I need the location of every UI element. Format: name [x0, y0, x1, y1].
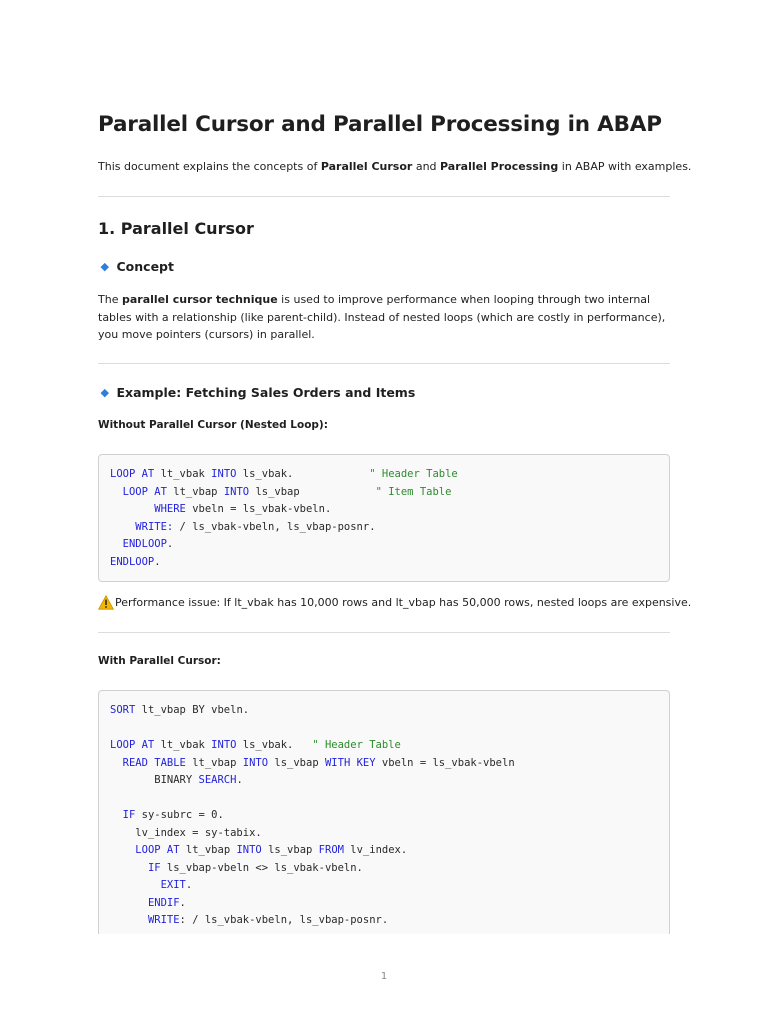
divider: [98, 363, 670, 364]
concept-paragraph: [98, 291, 670, 344]
code-keyword: SEARCH: [198, 774, 237, 786]
code-keyword: LOOP AT: [110, 739, 155, 751]
page-title: Parallel Cursor and Parallel Processing in ABAP: [98, 112, 662, 137]
intro-paragraph: [98, 160, 691, 173]
code-text: .: [154, 555, 161, 568]
example-heading-text: Example: Fetching Sales Orders and Items: [116, 385, 416, 400]
code-text: ls_vbap-vbeln <> ls_vbak-vbeln.: [160, 861, 363, 874]
page-number: 1: [380, 971, 388, 982]
divider: [98, 632, 670, 633]
code-keyword: IF: [147, 861, 161, 874]
concept-text-before: The: [98, 293, 122, 306]
code-text: lt_vbap BY vbeln.: [135, 704, 250, 716]
code-line: [110, 895, 658, 913]
code-text: .: [185, 879, 193, 891]
code-line: [110, 519, 658, 537]
intro-text-after: in ABAP with examples.: [558, 160, 692, 173]
warning-text: Performance issue: If lt_vbak has 10,000 rows and lt_vbap has 50,000 rows, nested loops are expensive.: [115, 596, 692, 609]
code-keyword: EXIT: [160, 879, 186, 891]
code-line: [110, 790, 658, 808]
code-text: ls_vbap: [261, 844, 319, 856]
section-heading: 1. Parallel Cursor: [98, 219, 254, 238]
code-text: ls_vbap: [249, 485, 376, 498]
code-keyword: WRITE: [147, 914, 180, 926]
concept-heading-text: Concept: [116, 259, 174, 274]
code-text: [110, 486, 123, 498]
code-line: [110, 860, 658, 878]
code-text: lv_index = sy-tabix.: [110, 826, 262, 839]
code-text: [110, 521, 135, 533]
code-keyword: LOOP AT: [135, 844, 180, 856]
code-keyword: INTO: [211, 468, 237, 480]
concept-text-after: is used to improve performance when looping through two internal tables with a relationship (like parent-child). Instead of nested loops (which are costly in performance), you move pointers (cursors) in parallel.: [98, 293, 666, 341]
code-line: [110, 737, 658, 755]
code-keyword: SORT: [110, 704, 136, 716]
code-comment: " Header Table: [312, 739, 401, 751]
example-heading: [102, 385, 415, 400]
diamond-bullet-icon: [101, 389, 109, 397]
code-line: [110, 702, 658, 720]
code-keyword: ENDIF: [147, 896, 180, 909]
code-keyword: INTO: [211, 739, 237, 751]
code-line: [110, 466, 658, 484]
code-keyword: INTO: [236, 844, 262, 856]
code-text: [110, 914, 148, 926]
code-line: [110, 501, 658, 519]
code-text: lt_vbap: [179, 844, 237, 856]
code-text: [110, 809, 123, 821]
code-block-nested-loop: [98, 454, 670, 582]
intro-bold-parallel-processing: Parallel Processing: [440, 160, 559, 173]
concept-bold-term: parallel cursor technique: [121, 293, 278, 306]
code-keyword: FROM: [318, 844, 344, 856]
warning-icon: [98, 595, 114, 610]
code-text: [110, 897, 148, 909]
code-text: [110, 844, 135, 856]
code-block-parallel-cursor: [98, 690, 670, 934]
concept-heading: [102, 259, 174, 274]
code-comment: " Header Table: [369, 468, 458, 480]
intro-text-middle: and: [412, 160, 441, 173]
code-text: .: [166, 538, 174, 550]
code-text: [110, 862, 148, 874]
code-text: [110, 538, 123, 550]
code-text: / ls_vbak-vbeln, ls_vbap-posnr.: [173, 520, 376, 533]
code-line: [110, 772, 658, 790]
code-text: : / ls_vbak-vbeln, ls_vbap-posnr.: [179, 914, 389, 926]
code-line: [110, 807, 658, 825]
code-text: .: [179, 896, 186, 909]
code-keyword: READ TABLE: [122, 756, 186, 769]
intro-bold-parallel-cursor: Parallel Cursor: [320, 160, 413, 173]
code-text: ls_vbak.: [236, 468, 370, 480]
code-line: [110, 912, 658, 930]
diamond-bullet-icon: [101, 263, 109, 271]
code-line: [110, 755, 658, 773]
code-text: [110, 503, 154, 515]
code-keyword: IF: [122, 809, 136, 821]
code-comment: " Item Table: [375, 485, 452, 498]
code-keyword: WRITE:: [135, 520, 174, 533]
nested-loop-label: Without Parallel Cursor (Nested Loop):: [98, 419, 328, 431]
code-text: .: [236, 774, 243, 786]
code-text: lt_vbap: [185, 756, 243, 769]
code-keyword: LOOP AT: [122, 485, 167, 498]
code-line: [110, 842, 658, 860]
code-line: [110, 720, 658, 738]
parallel-cursor-label: With Parallel Cursor:: [98, 655, 221, 667]
code-text: ls_vbak.: [236, 739, 313, 751]
code-line: [110, 536, 658, 554]
code-keyword: WITH KEY: [324, 756, 376, 769]
code-keyword: LOOP AT: [110, 468, 155, 480]
code-text: ls_vbap: [268, 756, 325, 769]
divider: [98, 196, 670, 197]
code-keyword: INTO: [242, 756, 269, 769]
code-line: [110, 877, 658, 895]
code-text: lv_index.: [343, 844, 408, 856]
code-text: vbeln = ls_vbak-vbeln: [375, 756, 515, 769]
code-keyword: INTO: [223, 485, 250, 498]
code-line: [110, 484, 658, 502]
performance-warning: [98, 595, 691, 610]
code-line: [110, 825, 658, 843]
code-text: [110, 757, 123, 769]
code-keyword: ENDLOOP: [110, 555, 155, 568]
code-text: BINARY: [110, 774, 199, 786]
code-line: [110, 554, 658, 572]
code-text: lt_vbak: [154, 739, 212, 751]
code-text: [110, 879, 161, 891]
code-text: lt_vbap: [166, 485, 224, 498]
code-keyword: WHERE: [154, 503, 186, 515]
code-text: sy-subrc = 0.: [135, 809, 224, 821]
code-text: lt_vbak: [154, 468, 212, 480]
code-text: vbeln = ls_vbak-vbeln.: [185, 503, 332, 515]
intro-text-before: This document explains the concepts of: [98, 160, 321, 173]
code-keyword: ENDLOOP: [122, 538, 167, 550]
